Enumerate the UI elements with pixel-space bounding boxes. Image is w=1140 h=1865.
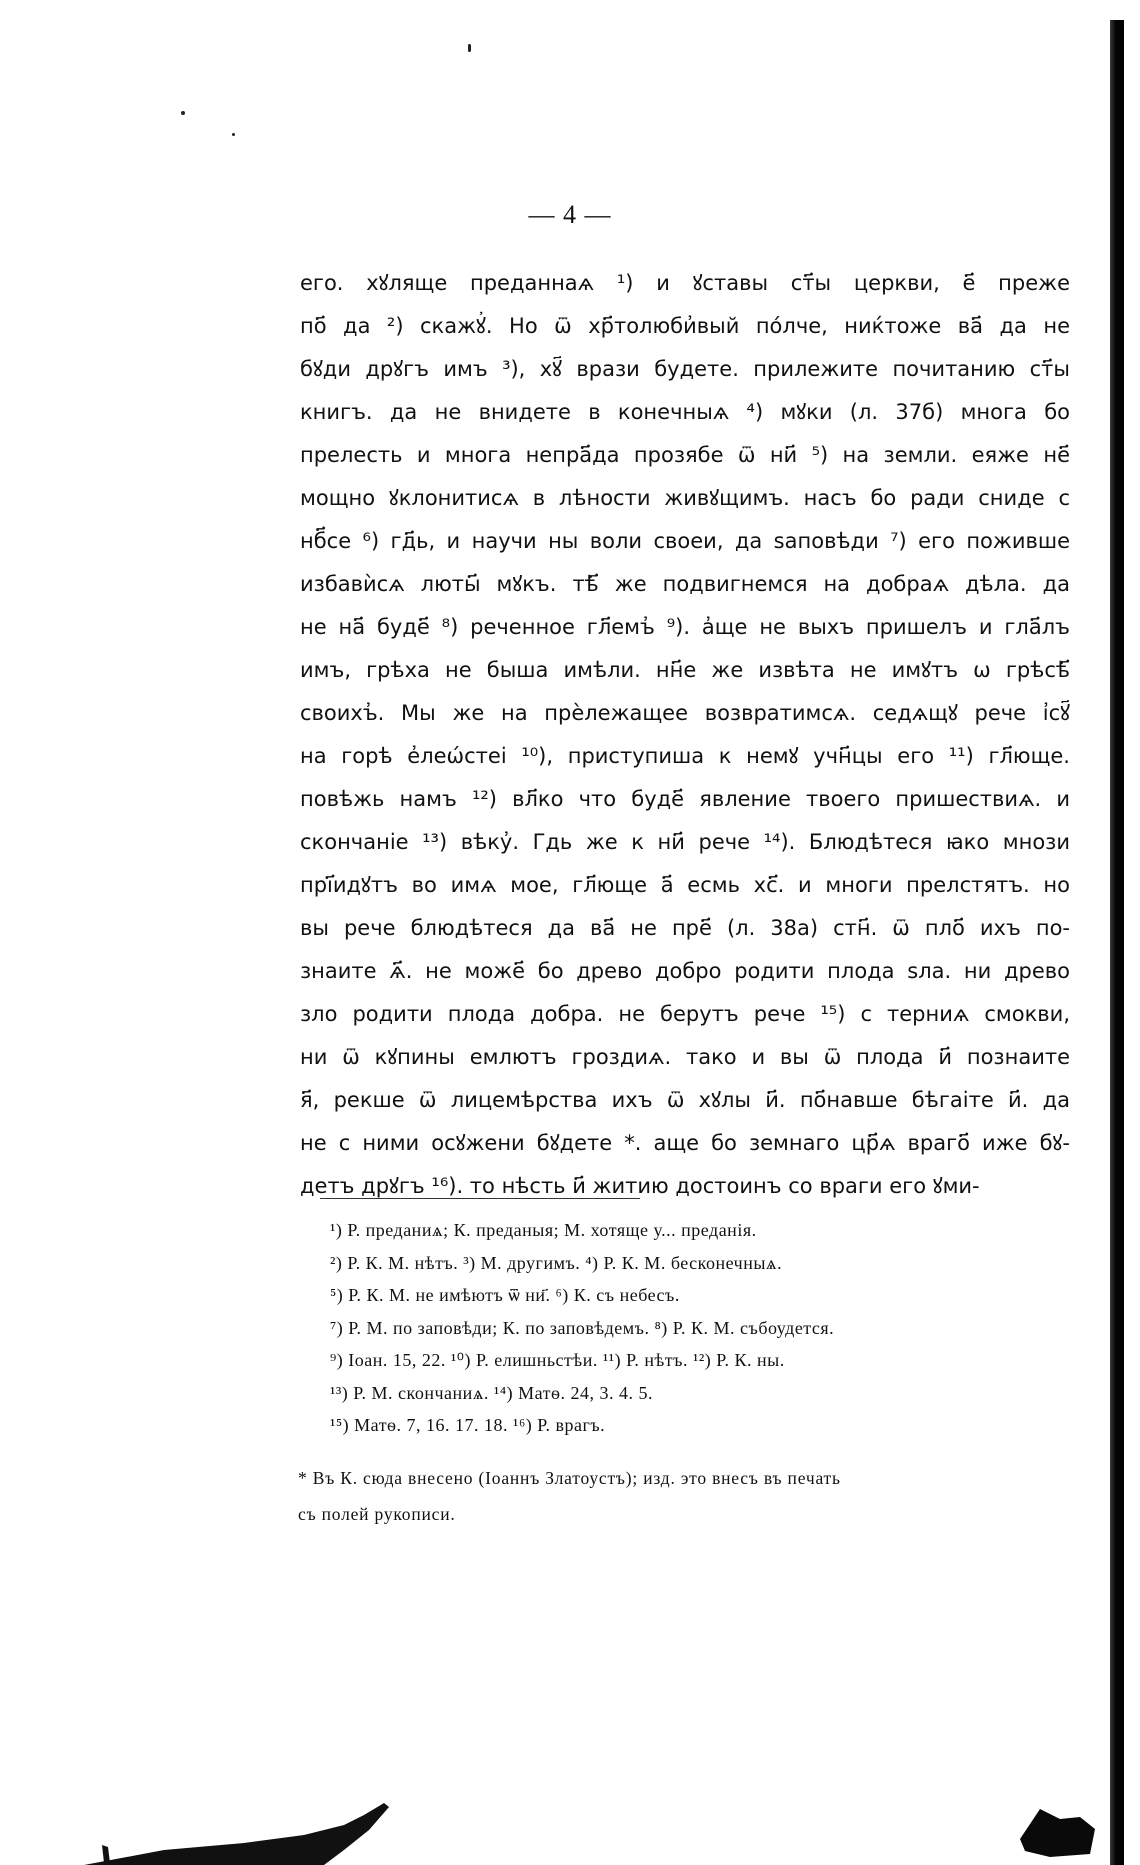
footnote-line: ⁷) Р. М. по заповѣди; К. по заповѣдемъ. ⁸) Р. К. М. събоудется. (330, 1317, 835, 1338)
body-text (300, 262, 1070, 1208)
footnote-line: ¹⁵) Матѳ. 7, 16. 17. 18. ¹⁶) Р. врагъ. (330, 1415, 606, 1435)
text-line: прелесть и многа непра҃да прозябе ѿ ни҃ ⁵) на земли. еяже не҃ (300, 443, 1070, 467)
text-line: бꙋди дрꙋгъ имъ ³), хꙋ҃ врази будете. прилежите почитанию ст҃ы (300, 357, 1070, 381)
footnote-line: ¹) Р. преданиѧ; К. преданыя; М. хотяще у... преданія. (330, 1220, 757, 1240)
text-line: нб҃се ⁶) гд҃ь, и научи ны воли своеи, да ѕаповѣди ⁷) его поживше (300, 529, 1070, 553)
text-line: не с ними осꙋжени бꙋдете *. аще бо земнаго цр҃ѧ враго҃ иже бꙋ- (300, 1131, 1070, 1155)
editor-note (298, 1460, 1068, 1532)
page-number: — 4 — (528, 200, 612, 229)
text-line: мощно ꙋклонитисѧ в лѣности живꙋщимъ. насъ бо ради сниде с (300, 486, 1070, 510)
scan-edge-shadow (1110, 20, 1124, 1865)
text-line: вы рече блюдѣтеся да ва҃ не пре҃ (л. 38а) стн҃. ѿ пло҃ ихъ по- (300, 916, 1070, 940)
scan-speck (232, 133, 235, 136)
editor-note-line: * Въ К. сюда внесено (Іоаннъ Златоустъ); изд. это внесъ въ печать (298, 1468, 841, 1488)
text-line: скончаніе ¹³) вѣку҆. Гдь же к ни҃ рече ¹⁴). Блюдѣтеся ꙗко мнози (300, 830, 1070, 854)
scan-blot-left (44, 1795, 424, 1865)
text-line: на горѣ е҆леѡ́стеі ¹⁰), приступиша к немꙋ учн҃цы его ¹¹) гл҃юще. (300, 744, 1070, 768)
text-line: книгъ. да не внидете в конечныѧ ⁴) мꙋки (л. 37б) многа бо (300, 400, 1070, 424)
text-line: знаите ѧ҃. не може҃ бо древо добро родити плода ѕла. ни древо (300, 959, 1070, 983)
text-line: повѣжь намъ ¹²) вл҃ко что буде҃ явление твоего пришествиѧ. и (300, 787, 1070, 811)
text-line: зло родити плода добра. не берутъ рече ¹⁵) с терниѧ смокви, (300, 1002, 1070, 1026)
footnote-line: ²) Р. К. М. нѣтъ. ³) М. другимъ. ⁴) Р. К. М. бесконечныѧ. (330, 1252, 783, 1273)
text-line: его. хꙋляще преданнаѧ ¹) и ꙋставы ст҃ы церкви, е҃ преже (300, 271, 1070, 295)
editor-note-line: съ полей рукописи. (298, 1504, 456, 1524)
text-line: прі҃идꙋтъ во имѧ мое, гл҃юще а҃ есмь хс҃. и многи прелстятъ. но (300, 873, 1070, 897)
footnote-line: ¹³) Р. М. скончаниѧ. ¹⁴) Матѳ. 24, 3. 4. 5. (330, 1382, 653, 1403)
text-line: своихъ҆. Мы же на прѐлежащее возвратимсѧ. седѧщꙋ рече і҆сꙋ҃ (300, 701, 1070, 725)
scan-speck (181, 111, 185, 115)
footnote-line: ⁵) Р. К. М. не имѣютъ ѿ ни҃. ⁶) К. съ небесъ. (330, 1285, 680, 1305)
text-line: не на҃ буде҃ ⁸) реченное гл҃емъ҆ ⁹). а҆ще не выхъ пришелъ и гла҃лъ (300, 615, 1070, 639)
text-line: по҃ да ²) скажꙋ҆. Но ѿ хр҃толюби҆вый по́лче, ниќтоже ва҃ да не (300, 314, 1070, 338)
footnote-line: ⁹) Іоан. 15, 22. ¹⁰) Р. елишньстѣи. ¹¹) Р. нѣтъ. ¹²) Р. К. ны. (330, 1350, 785, 1370)
scan-blot-right (1010, 1799, 1100, 1859)
text-line: избавѝсѧ люты҃ мꙋкъ. тѣ҃ же подвигнемся на добраѧ дѣла. да (300, 572, 1070, 596)
text-line: я҃, рекше ѿ лицемѣрства ихъ ѿ хꙋлы и҃. по҃навше бѣгаіте и҃. да (300, 1088, 1070, 1112)
text-line: детъ дрꙋгъ ¹⁶). то нѣсть и҃ житию достоинъ со враги его ꙋми- (300, 1174, 980, 1198)
footnotes (330, 1214, 1070, 1442)
scan-speck (468, 44, 471, 52)
text-line: имъ, грѣха не быша имѣли. нн҃е же извѣта не имꙋтъ ѡ грѣсѣ҃ (300, 658, 1070, 682)
footnote-divider (320, 1198, 640, 1199)
text-line: ни ѿ кꙋпины емлютъ гроздиѧ. тако и вы ѿ плода и҃ познаите (300, 1045, 1070, 1069)
